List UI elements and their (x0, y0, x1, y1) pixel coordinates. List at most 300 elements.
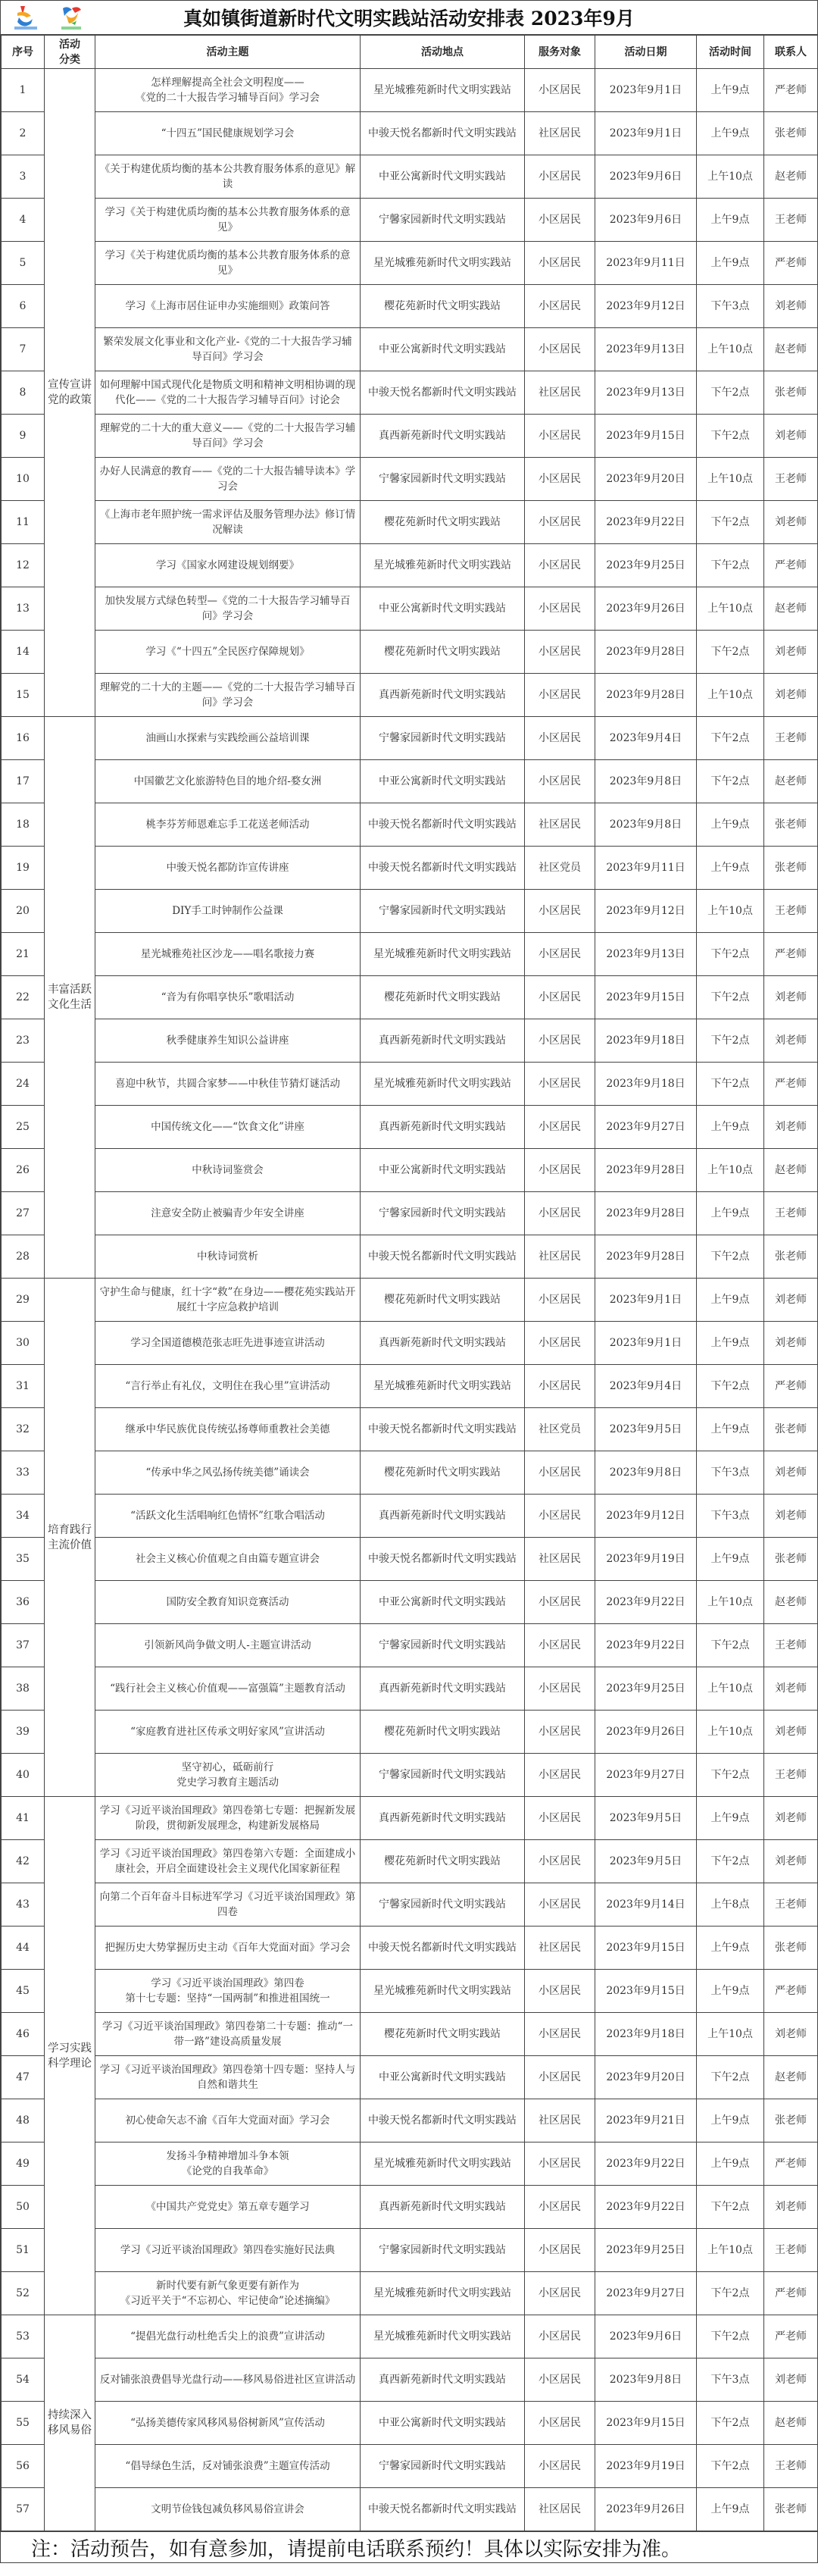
contact-person: 赵老师 (764, 2056, 818, 2099)
activity-time: 下午2点 (697, 976, 764, 1019)
service-audience: 小区居民 (525, 1063, 595, 1106)
row-number: 33 (2, 1451, 45, 1495)
activity-time: 下午2点 (697, 1365, 764, 1408)
service-audience: 小区居民 (525, 1624, 595, 1667)
activity-date: 2023年9月14日 (595, 1883, 697, 1927)
activity-topic: 学习《习近平谈治国理政》第四卷第六专题：全面建成小康社会，开启全面建设社会主义现代化国家新征程 (95, 1840, 361, 1883)
contact-person: 刘老师 (764, 674, 818, 717)
service-audience: 小区居民 (525, 933, 595, 976)
contact-person: 刘老师 (764, 1106, 818, 1149)
activity-time: 上午9点 (697, 1279, 764, 1322)
activity-time: 下午2点 (697, 2402, 764, 2445)
table-row (2, 1624, 818, 1667)
activity-date: 2023年9月1日 (595, 69, 697, 112)
activity-topic: “音为有你唱享快乐”歌唱活动 (95, 976, 361, 1019)
table-row (2, 803, 818, 847)
activity-time: 上午10点 (697, 1149, 764, 1192)
contact-person: 刘老师 (764, 1495, 818, 1538)
header-date: 活动日期 (595, 36, 697, 69)
contact-person: 赵老师 (764, 155, 818, 199)
activity-date: 2023年9月28日 (595, 1192, 697, 1235)
activity-date: 2023年9月27日 (595, 2272, 697, 2315)
volunteer-logo-icon (55, 4, 87, 33)
activity-topic: 发扬斗争精神增加斗争本领 《论党的自我革命》 (95, 2142, 361, 2186)
table-row (2, 2142, 818, 2186)
activity-location: 中骏天悦名都新时代文明实践站 (361, 112, 525, 155)
contact-person: 刘老师 (764, 1322, 818, 1365)
table-row (2, 1063, 818, 1106)
row-number: 42 (2, 1840, 45, 1883)
activity-date: 2023年9月4日 (595, 717, 697, 760)
activity-time: 上午9点 (697, 199, 764, 242)
activity-topic: 加快发展方式绿色转型—《党的二十大报告学习辅导百问》学习会 (95, 587, 361, 631)
service-audience: 小区居民 (525, 631, 595, 674)
activity-category: 培育践行 主流价值 (45, 1279, 95, 1797)
activity-date: 2023年9月20日 (595, 2056, 697, 2099)
activity-time: 下午2点 (697, 2056, 764, 2099)
contact-person: 王老师 (764, 1883, 818, 1927)
service-audience: 小区居民 (525, 1581, 595, 1624)
table-row (2, 847, 818, 890)
contact-person: 张老师 (764, 847, 818, 890)
row-number: 47 (2, 2056, 45, 2099)
activity-topic: “家庭教育进社区传承文明好家风”宣讲活动 (95, 1711, 361, 1754)
logos (10, 4, 87, 33)
row-number: 49 (2, 2142, 45, 2186)
contact-person: 王老师 (764, 1754, 818, 1797)
activity-date: 2023年9月22日 (595, 1581, 697, 1624)
activity-date: 2023年9月26日 (595, 1711, 697, 1754)
row-number: 30 (2, 1322, 45, 1365)
contact-person: 严老师 (764, 2142, 818, 2186)
contact-person: 王老师 (764, 1624, 818, 1667)
activity-category: 丰富活跃 文化生活 (45, 717, 95, 1279)
service-audience: 社区居民 (525, 803, 595, 847)
table-row (2, 890, 818, 933)
contact-person: 刘老师 (764, 2358, 818, 2402)
activity-location: 樱花苑新时代文明实践站 (361, 501, 525, 544)
header-no: 序号 (2, 36, 45, 69)
activity-date: 2023年9月8日 (595, 1451, 697, 1495)
activity-topic: 新时代要有新气象更要有新作为 《习近平关于“不忘初心、牢记使命”论述摘编》 (95, 2272, 361, 2315)
activity-location: 宁馨家园新时代文明实践站 (361, 1754, 525, 1797)
contact-person: 刘老师 (764, 1019, 818, 1063)
row-number: 45 (2, 1970, 45, 2013)
activity-date: 2023年9月18日 (595, 1063, 697, 1106)
contact-person: 张老师 (764, 1408, 818, 1451)
table-row (2, 933, 818, 976)
row-number: 20 (2, 890, 45, 933)
activity-topic: 反对铺张浪费倡导光盘行动——移风易俗进社区宣讲活动 (95, 2358, 361, 2402)
activity-time: 下午2点 (697, 1063, 764, 1106)
header-location: 活动地点 (361, 36, 525, 69)
table-body (2, 69, 818, 2531)
table-row (2, 1581, 818, 1624)
page-title: 真如镇街道新时代文明实践站活动安排表 2023年9月 (183, 8, 635, 30)
table-row (2, 458, 818, 501)
service-audience: 小区居民 (525, 1754, 595, 1797)
row-number: 14 (2, 631, 45, 674)
activity-location: 真西新苑新时代文明实践站 (361, 674, 525, 717)
row-number: 17 (2, 760, 45, 803)
activity-date: 2023年9月6日 (595, 199, 697, 242)
contact-person: 严老师 (764, 2272, 818, 2315)
service-audience: 社区居民 (525, 112, 595, 155)
service-audience: 小区居民 (525, 328, 595, 371)
activity-date: 2023年9月28日 (595, 1235, 697, 1279)
service-audience: 小区居民 (525, 760, 595, 803)
service-audience: 小区居民 (525, 717, 595, 760)
contact-person: 刘老师 (764, 976, 818, 1019)
service-audience: 社区党员 (525, 847, 595, 890)
row-number: 16 (2, 717, 45, 760)
activity-topic: 中国徽艺文化旅游特色目的地介绍-婺女洲 (95, 760, 361, 803)
row-number: 15 (2, 674, 45, 717)
table-row (2, 674, 818, 717)
activity-date: 2023年9月20日 (595, 458, 697, 501)
service-audience: 小区居民 (525, 1279, 595, 1322)
activity-topic: “传承中华之风弘扬传统美德”诵读会 (95, 1451, 361, 1495)
activity-date: 2023年9月11日 (595, 242, 697, 285)
activity-time: 下午2点 (697, 1840, 764, 1883)
table-row (2, 1970, 818, 2013)
activity-topic: 秋季健康养生知识公益讲座 (95, 1019, 361, 1063)
activity-location: 星光城雅苑新时代文明实践站 (361, 1063, 525, 1106)
row-number: 2 (2, 112, 45, 155)
table-row (2, 501, 818, 544)
activity-location: 星光城雅苑新时代文明实践站 (361, 2315, 525, 2358)
activity-location: 真西新苑新时代文明实践站 (361, 1797, 525, 1840)
activity-time: 上午10点 (697, 674, 764, 717)
activity-date: 2023年9月26日 (595, 2488, 697, 2531)
activity-date: 2023年9月19日 (595, 2445, 697, 2488)
activity-topic: 《上海市老年照护统一需求评估及服务管理办法》修订情况解读 (95, 501, 361, 544)
footer-note: 注：活动预告，如有意参加，请提前电话联系预约！具体以实际安排为准。 (1, 2531, 817, 2562)
activity-date: 2023年9月4日 (595, 1365, 697, 1408)
contact-person: 刘老师 (764, 2013, 818, 2056)
row-number: 24 (2, 1063, 45, 1106)
activity-topic: 继承中华民族优良传统弘扬尊师重教社会美德 (95, 1408, 361, 1451)
table-row (2, 1365, 818, 1408)
activity-date: 2023年9月21日 (595, 2099, 697, 2142)
activity-date: 2023年9月6日 (595, 155, 697, 199)
activity-time: 下午3点 (697, 285, 764, 328)
row-number: 56 (2, 2445, 45, 2488)
activity-topic: 坚守初心，砥砺前行 党史学习教育主题活动 (95, 1754, 361, 1797)
activity-location: 中亚公寓新时代文明实践站 (361, 1149, 525, 1192)
service-audience: 小区居民 (525, 674, 595, 717)
service-audience: 小区居民 (525, 242, 595, 285)
activity-time: 下午3点 (697, 1451, 764, 1495)
activity-topic: 《关于构建优质均衡的基本公共教育服务体系的意见》解读 (95, 155, 361, 199)
activity-topic: 文明节俭钱包减负移风易俗宣讲会 (95, 2488, 361, 2531)
activity-location: 真西新苑新时代文明实践站 (361, 2358, 525, 2402)
service-audience: 小区居民 (525, 1797, 595, 1840)
row-number: 21 (2, 933, 45, 976)
contact-person: 王老师 (764, 199, 818, 242)
activity-date: 2023年9月11日 (595, 847, 697, 890)
activity-location: 樱花苑新时代文明实践站 (361, 631, 525, 674)
activity-time: 上午9点 (697, 242, 764, 285)
contact-person: 严老师 (764, 933, 818, 976)
row-number: 51 (2, 2229, 45, 2272)
activity-location: 星光城雅苑新时代文明实践站 (361, 242, 525, 285)
activity-location: 星光城雅苑新时代文明实践站 (361, 2272, 525, 2315)
activity-time: 下午2点 (697, 2445, 764, 2488)
activity-date: 2023年9月8日 (595, 2358, 697, 2402)
activity-time: 上午10点 (697, 2229, 764, 2272)
contact-person: 刘老师 (764, 1711, 818, 1754)
activity-table (1, 35, 818, 2531)
activity-location: 真西新苑新时代文明实践站 (361, 1495, 525, 1538)
activity-topic: 理解党的二十大的重大意义——《党的二十大报告学习辅导百问》学习会 (95, 415, 361, 458)
activity-date: 2023年9月12日 (595, 1495, 697, 1538)
activity-location: 真西新苑新时代文明实践站 (361, 2186, 525, 2229)
contact-person: 王老师 (764, 890, 818, 933)
activity-time: 上午9点 (697, 1408, 764, 1451)
table-row (2, 1192, 818, 1235)
activity-time: 上午9点 (697, 847, 764, 890)
contact-person: 严老师 (764, 2315, 818, 2358)
row-number: 27 (2, 1192, 45, 1235)
activity-time: 下午2点 (697, 371, 764, 415)
row-number: 10 (2, 458, 45, 501)
service-audience: 小区居民 (525, 1192, 595, 1235)
service-audience: 社区居民 (525, 2488, 595, 2531)
table-row (2, 1322, 818, 1365)
activity-date: 2023年9月5日 (595, 1840, 697, 1883)
contact-person: 张老师 (764, 112, 818, 155)
contact-person: 王老师 (764, 2445, 818, 2488)
table-row (2, 1149, 818, 1192)
contact-person: 王老师 (764, 1192, 818, 1235)
service-audience: 小区居民 (525, 976, 595, 1019)
activity-date: 2023年9月12日 (595, 285, 697, 328)
activity-location: 真西新苑新时代文明实践站 (361, 1322, 525, 1365)
activity-location: 樱花苑新时代文明实践站 (361, 1279, 525, 1322)
activity-location: 中亚公寓新时代文明实践站 (361, 328, 525, 371)
row-number: 36 (2, 1581, 45, 1624)
header-row (2, 36, 818, 69)
activity-topic: 学习《“十四五”全民医疗保障规划》 (95, 631, 361, 674)
activity-date: 2023年9月27日 (595, 1106, 697, 1149)
activity-location: 樱花苑新时代文明实践站 (361, 976, 525, 1019)
row-number: 9 (2, 415, 45, 458)
activity-date: 2023年9月5日 (595, 1797, 697, 1840)
table-row (2, 2445, 818, 2488)
service-audience: 小区居民 (525, 199, 595, 242)
activity-date: 2023年9月8日 (595, 803, 697, 847)
row-number: 48 (2, 2099, 45, 2142)
activity-date: 2023年9月25日 (595, 1667, 697, 1711)
activity-location: 宁馨家园新时代文明实践站 (361, 717, 525, 760)
activity-topic: 社会主义核心价值观之自由篇专题宣讲会 (95, 1538, 361, 1581)
new-era-civilization-logo-icon (10, 4, 42, 33)
activity-location: 中骏天悦名都新时代文明实践站 (361, 2099, 525, 2142)
activity-time: 上午10点 (697, 1711, 764, 1754)
activity-date: 2023年9月18日 (595, 1019, 697, 1063)
activity-time: 下午2点 (697, 1235, 764, 1279)
service-audience: 小区居民 (525, 2402, 595, 2445)
activity-time: 上午10点 (697, 890, 764, 933)
header-contact: 联系人 (764, 36, 818, 69)
row-number: 4 (2, 199, 45, 242)
row-number: 23 (2, 1019, 45, 1063)
activity-location: 中骏天悦名都新时代文明实践站 (361, 2488, 525, 2531)
service-audience: 小区居民 (525, 2358, 595, 2402)
activity-time: 上午10点 (697, 1581, 764, 1624)
contact-person: 赵老师 (764, 760, 818, 803)
activity-date: 2023年9月15日 (595, 1970, 697, 2013)
row-number: 11 (2, 501, 45, 544)
table-row (2, 2186, 818, 2229)
row-number: 37 (2, 1624, 45, 1667)
table-row (2, 1797, 818, 1840)
service-audience: 小区居民 (525, 1667, 595, 1711)
activity-topic: “言行举止有礼仪，文明住在我心里”宣讲活动 (95, 1365, 361, 1408)
activity-location: 中亚公寓新时代文明实践站 (361, 2402, 525, 2445)
contact-person: 严老师 (764, 69, 818, 112)
row-number: 29 (2, 1279, 45, 1322)
activity-time: 上午9点 (697, 803, 764, 847)
activity-location: 宁馨家园新时代文明实践站 (361, 890, 525, 933)
activity-location: 樱花苑新时代文明实践站 (361, 1840, 525, 1883)
table-row (2, 1019, 818, 1063)
activity-time: 下午2点 (697, 1019, 764, 1063)
contact-person: 张老师 (764, 1235, 818, 1279)
service-audience: 小区居民 (525, 1149, 595, 1192)
activity-topic: “十四五”国民健康规划学习会 (95, 112, 361, 155)
row-number: 38 (2, 1667, 45, 1711)
activity-category: 持续深入 移风易俗 (45, 2315, 95, 2531)
table-row (2, 631, 818, 674)
header-time: 活动时间 (697, 36, 764, 69)
activity-topic: 向第二个百年奋斗目标进军学习《习近平谈治国理政》第四卷 (95, 1883, 361, 1927)
activity-location: 樱花苑新时代文明实践站 (361, 1451, 525, 1495)
contact-person: 刘老师 (764, 415, 818, 458)
service-audience: 小区居民 (525, 69, 595, 112)
activity-topic: 油画山水探索与实践绘画公益培训课 (95, 717, 361, 760)
table-row (2, 1883, 818, 1927)
activity-topic: 中秋诗词赏析 (95, 1235, 361, 1279)
activity-location: 星光城雅苑新时代文明实践站 (361, 544, 525, 587)
service-audience: 小区居民 (525, 458, 595, 501)
contact-person: 张老师 (764, 2099, 818, 2142)
row-number: 26 (2, 1149, 45, 1192)
activity-location: 樱花苑新时代文明实践站 (361, 285, 525, 328)
table-row (2, 2013, 818, 2056)
activity-topic: “倡导绿色生活，反对铺张浪费”主题宣传活动 (95, 2445, 361, 2488)
activity-location: 真西新苑新时代文明实践站 (361, 415, 525, 458)
row-number: 3 (2, 155, 45, 199)
service-audience: 小区居民 (525, 501, 595, 544)
activity-topic: 怎样理解提高全社会文明程度—— 《党的二十大报告学习辅导百问》学习会 (95, 69, 361, 112)
contact-person: 刘老师 (764, 285, 818, 328)
activity-time: 上午9点 (697, 1538, 764, 1581)
service-audience: 小区居民 (525, 1322, 595, 1365)
activity-time: 上午10点 (697, 2013, 764, 2056)
activity-time: 下午2点 (697, 2186, 764, 2229)
activity-date: 2023年9月22日 (595, 1624, 697, 1667)
activity-location: 樱花苑新时代文明实践站 (361, 1711, 525, 1754)
activity-topic: 学习《习近平谈治国理政》第四卷实施好民法典 (95, 2229, 361, 2272)
activity-topic: DIY手工时钟制作公益课 (95, 890, 361, 933)
table-row (2, 1667, 818, 1711)
activity-topic: 《中国共产党党史》第五章专题学习 (95, 2186, 361, 2229)
activity-topic: 学习《习近平谈治国理政》第四卷第十四专题：坚持人与自然和谐共生 (95, 2056, 361, 2099)
activity-time: 上午10点 (697, 155, 764, 199)
table-row (2, 328, 818, 371)
row-number: 52 (2, 2272, 45, 2315)
activity-topic: 学习《习近平谈治国理政》第四卷第七专题：把握新发展阶段，贯彻新发展理念，构建新发展格局 (95, 1797, 361, 1840)
activity-topic: 中骏天悦名都防诈宣传讲座 (95, 847, 361, 890)
table-row (2, 371, 818, 415)
service-audience: 小区居民 (525, 155, 595, 199)
row-number: 34 (2, 1495, 45, 1538)
activity-date: 2023年9月19日 (595, 1538, 697, 1581)
activity-location: 宁馨家园新时代文明实践站 (361, 1192, 525, 1235)
service-audience: 小区居民 (525, 1451, 595, 1495)
activity-time: 下午2点 (697, 2272, 764, 2315)
activity-topic: 学习《习近平谈治国理政》第四卷第二十专题：推动“一带一路”建设高质量发展 (95, 2013, 361, 2056)
activity-topic: “提倡光盘行动杜绝舌尖上的浪费”宣讲活动 (95, 2315, 361, 2358)
contact-person: 赵老师 (764, 1149, 818, 1192)
activity-date: 2023年9月8日 (595, 760, 697, 803)
activity-location: 中骏天悦名都新时代文明实践站 (361, 371, 525, 415)
activity-date: 2023年9月5日 (595, 1408, 697, 1451)
activity-date: 2023年9月25日 (595, 2229, 697, 2272)
contact-person: 严老师 (764, 1365, 818, 1408)
service-audience: 小区居民 (525, 544, 595, 587)
activity-time: 上午8点 (697, 1883, 764, 1927)
contact-person: 赵老师 (764, 328, 818, 371)
row-number: 53 (2, 2315, 45, 2358)
service-audience: 小区居民 (525, 1106, 595, 1149)
service-audience: 小区居民 (525, 1495, 595, 1538)
activity-date: 2023年9月26日 (595, 587, 697, 631)
service-audience: 小区居民 (525, 1883, 595, 1927)
activity-location: 真西新苑新时代文明实践站 (361, 1667, 525, 1711)
service-audience: 小区居民 (525, 890, 595, 933)
row-number: 25 (2, 1106, 45, 1149)
row-number: 19 (2, 847, 45, 890)
row-number: 54 (2, 2358, 45, 2402)
activity-date: 2023年9月13日 (595, 371, 697, 415)
activity-location: 星光城雅苑新时代文明实践站 (361, 933, 525, 976)
activity-topic: 星光城雅苑社区沙龙——唱名歌接力赛 (95, 933, 361, 976)
activity-location: 宁馨家园新时代文明实践站 (361, 2445, 525, 2488)
row-number: 31 (2, 1365, 45, 1408)
service-audience: 社区居民 (525, 371, 595, 415)
activity-date: 2023年9月6日 (595, 2315, 697, 2358)
service-audience: 小区居民 (525, 1019, 595, 1063)
activity-time: 下午3点 (697, 1495, 764, 1538)
activity-topic: “践行社会主义核心价值观——富强篇”主题教育活动 (95, 1667, 361, 1711)
activity-topic: 初心使命矢志不渝《百年大党面对面》学习会 (95, 2099, 361, 2142)
activity-location: 星光城雅苑新时代文明实践站 (361, 69, 525, 112)
contact-person: 赵老师 (764, 587, 818, 631)
contact-person: 刘老师 (764, 1279, 818, 1322)
table-row (2, 1711, 818, 1754)
activity-category: 学习实践 科学理论 (45, 1797, 95, 2315)
activity-date: 2023年9月15日 (595, 976, 697, 1019)
contact-person: 赵老师 (764, 2402, 818, 2445)
row-number: 5 (2, 242, 45, 285)
table-row (2, 2488, 818, 2531)
contact-person: 刘老师 (764, 1451, 818, 1495)
service-audience: 小区居民 (525, 587, 595, 631)
table-row (2, 2315, 818, 2358)
